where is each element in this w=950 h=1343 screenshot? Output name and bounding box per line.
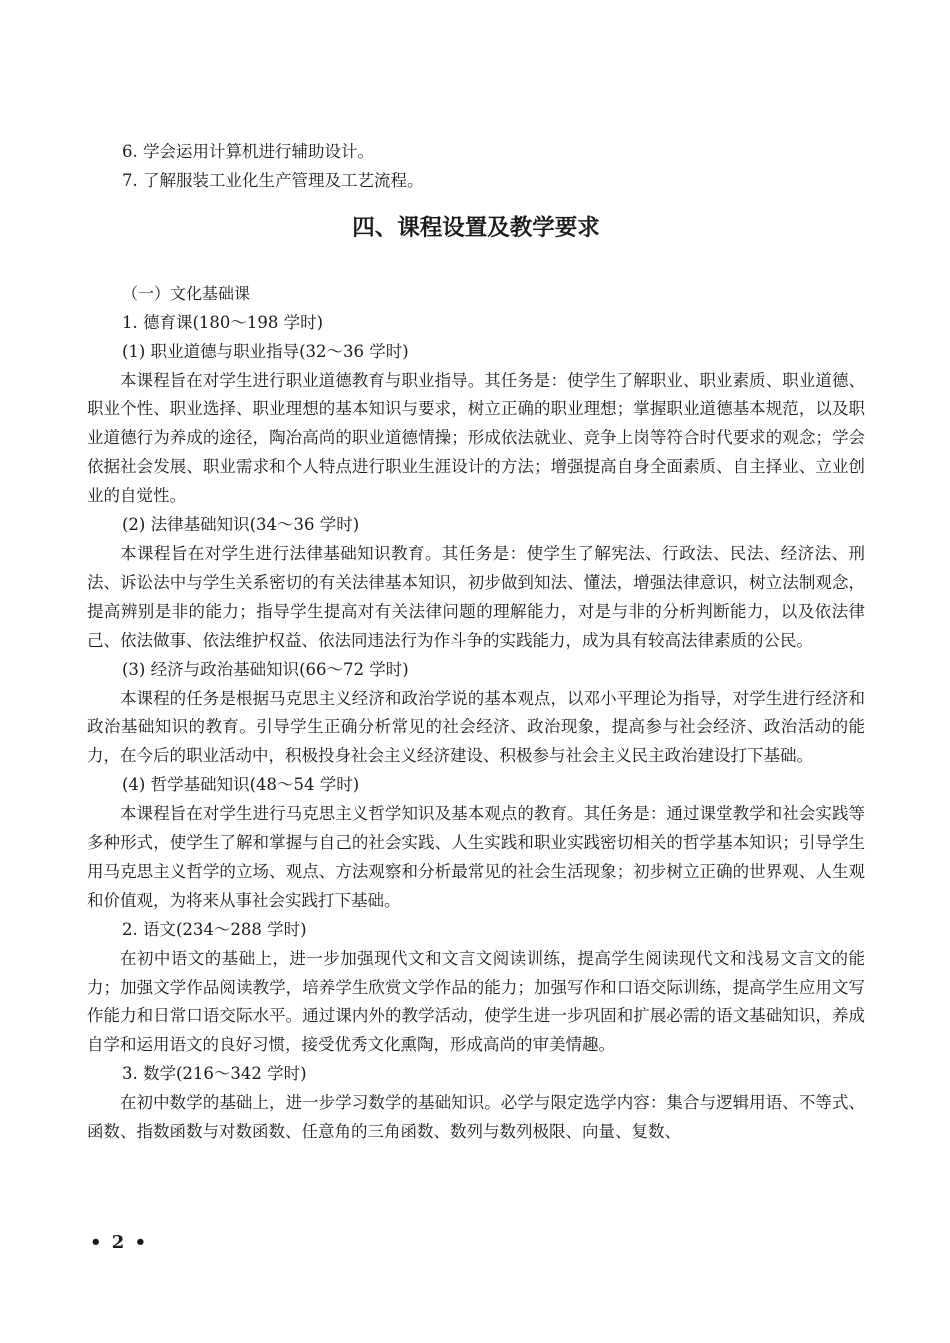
subcourse-heading-philosophy: (4) 哲学基础知识(48～54 学时): [122, 775, 360, 795]
subcourse-heading-law: (2) 法律基础知识(34～36 学时): [122, 515, 360, 535]
course-body-chinese: 在初中语文的基础上，进一步加强现代文和文言文阅读训练，提高学生阅读现代文和浅易文言文的能力；加强文学作品阅读教学，培养学生欣赏文学作品的能力；加强写作和口语交际训练，提高学生应用文写作能力和日常口语交际水平。通过课内外的教学活动，使学生进一步巩固和扩展必需的语文基础知识，养成自学和运用语文的良好习惯，接受优秀文化熏陶，形成高尚的审美情趣。: [87, 948, 865, 1055]
subcourse-body-economics: 本课程的任务是根据马克思主义经济和政治学说的基本观点，以邓小平理论为指导，对学生进行经济和政治基础知识的教育。引导学生正确分析常见的社会经济、政治现象，提高参与社会经济、政治活动的能力，在今后的职业活动中，积极投身社会主义经济建设、积极参与社会主义民主政治建设打下基础。: [87, 688, 865, 766]
chapter-title: 四、课程设置及教学要求: [352, 214, 600, 241]
section-title: （一）文化基础课: [122, 283, 251, 303]
page-number: • 2 •: [90, 1232, 149, 1253]
course-body-math: 在初中数学的基础上，进一步学习数学的基础知识。必学与限定选学内容：集合与逻辑用语、不等式、函数、指数函数与对数函数、任意角的三角函数、数列与数列极限、向量、复数、: [87, 1093, 865, 1142]
subcourse-heading-ethics: (1) 职业道德与职业指导(32～36 学时): [122, 341, 409, 361]
course-heading-math: 3. 数学(216～342 学时): [122, 1064, 307, 1084]
course-heading-moral: 1. 德育课(180～198 学时): [122, 312, 324, 332]
subcourse-body-ethics: 本课程旨在对学生进行职业道德教育与职业指导。其任务是：使学生了解职业、职业素质、职业道德、职业个性、职业选择、职业理想的基本知识与要求，树立正确的职业理想；掌握职业道德基本规范，以及职业道德行为养成的途径，陶冶高尚的职业道德情操；形成依法就业、竞争上岗等符合时代要求的观念；学会依据社会发展、职业需求和个人特点进行职业生涯设计的方法；增强提高自身全面素质、自主择业、立业创业的自觉性。: [87, 370, 865, 506]
subcourse-heading-economics: (3) 经济与政治基础知识(66～72 学时): [122, 659, 409, 679]
intro-item-6: 6. 学会运用计算机进行辅助设计。: [122, 142, 374, 161]
page-content: [87, 138, 865, 1147]
intro-item-7: 7. 了解服装工业化生产管理及工艺流程。: [122, 170, 424, 190]
subcourse-body-law: 本课程旨在对学生进行法律基础知识教育。其任务是：使学生了解宪法、行政法、民法、经济法、刑法、诉讼法中与学生关系密切的有关法律基本知识，初步做到知法、懂法，增强法律意识，树立法制观念，提高辨别是非的能力；指导学生提高对有关法律问题的理解能力，对是与非的分析判断能力，以及依法律己、依法做事、依法维护权益、依法同违法行为作斗争的实践能力，成为具有较高法律素质的公民。: [87, 543, 865, 650]
course-heading-chinese: 2. 语文(234～288 学时): [122, 919, 307, 939]
subcourse-body-philosophy: 本课程旨在对学生进行马克思主义哲学知识及基本观点的教育。其任务是：通过课堂教学和社会实践等多种形式，使学生了解和掌握与自己的社会实践、人生实践和职业实践密切相关的哲学基本知识；引导学生用马克思主义哲学的立场、观点、方法观察和分析最常见的社会生活现象；初步树立正确的世界观、人生观和价值观，为将来从事社会实践打下基础。: [87, 804, 865, 910]
